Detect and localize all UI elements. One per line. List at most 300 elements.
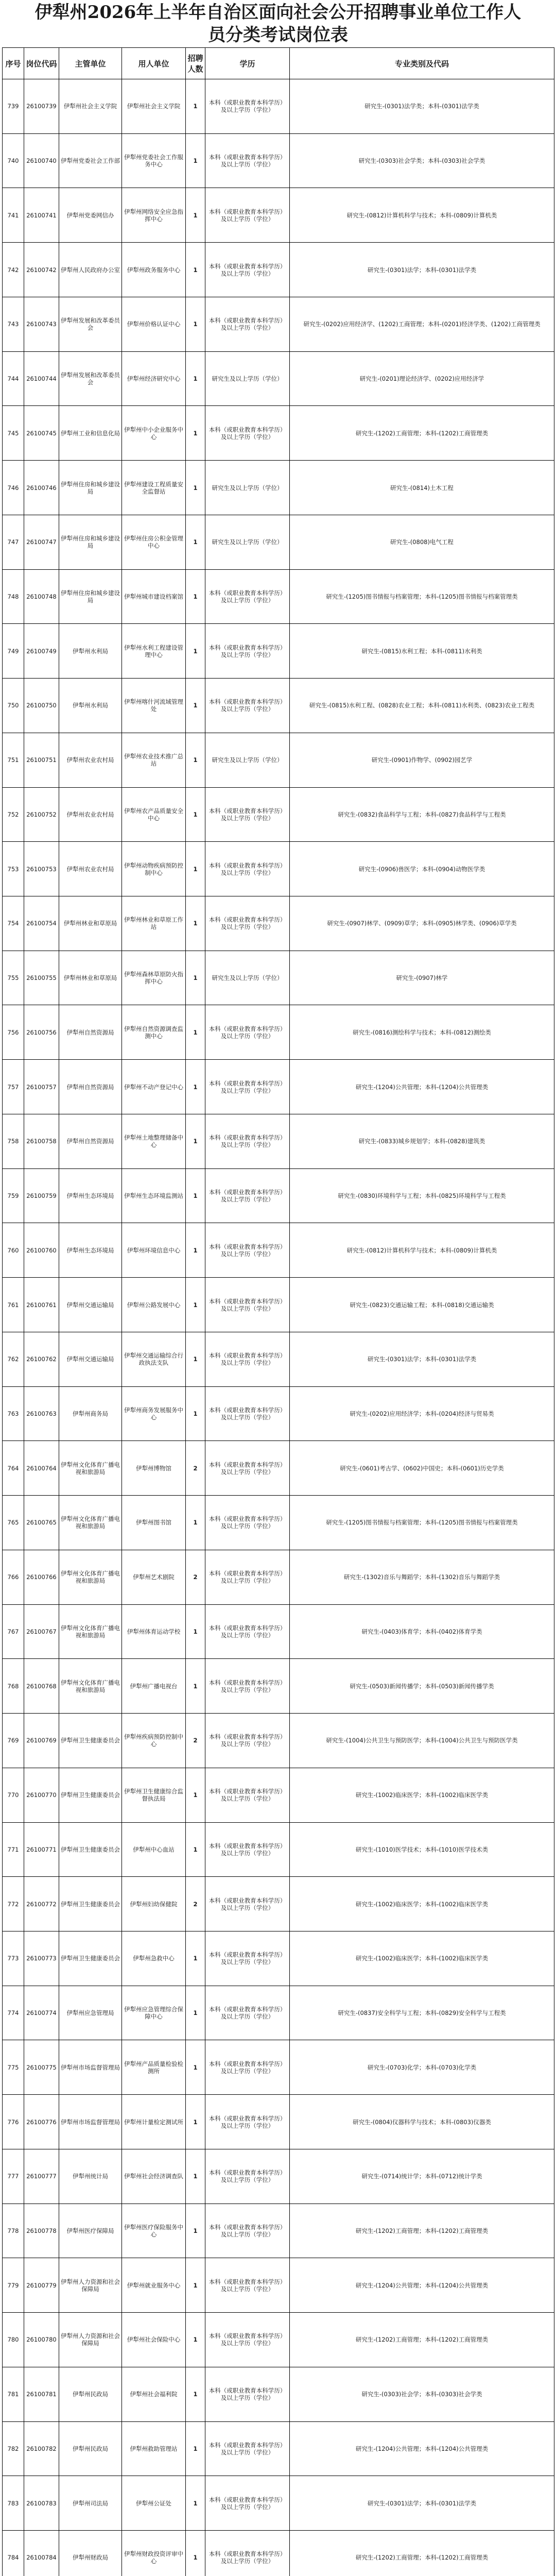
cell-unit: 伊犁州土地整理储备中心 [122, 1114, 186, 1168]
cell-no: 739 [3, 79, 24, 134]
cell-count: 1 [186, 1986, 205, 2040]
cell-code: 26100780 [24, 2313, 59, 2367]
table-row [3, 1496, 554, 1550]
table-row [3, 733, 554, 787]
cell-code: 26100751 [24, 733, 59, 787]
cell-dept: 伊犁州文化体育广播电视和旅游局 [59, 1550, 122, 1604]
cell-dept: 伊犁州商务局 [59, 1386, 122, 1441]
cell-edu: 本科（或职业教育本科学历）及以上学历（学位） [205, 1714, 290, 1768]
cell-count: 1 [186, 2421, 205, 2476]
table-row [3, 2149, 554, 2204]
cell-major: 研究生-(1002)临床医学；本科-(1002)临床医学类 [290, 1877, 554, 1931]
cell-count: 1 [186, 1114, 205, 1168]
cell-no: 753 [3, 842, 24, 896]
cell-unit: 伊犁州救助管理站 [122, 2421, 186, 2476]
cell-major: 研究生-(1010)医学技术；本科-(1010)医学技术类 [290, 1822, 554, 1877]
cell-count: 1 [186, 2040, 205, 2095]
cell-code: 26100762 [24, 1332, 59, 1386]
cell-major: 研究生-(0503)新闻传播学；本科-(0503)新闻传播学类 [290, 1659, 554, 1714]
cell-count: 1 [186, 1659, 205, 1714]
cell-major: 研究生-(1205)图书情报与档案管理；本科-(1205)图书情报与档案管理类 [290, 569, 554, 624]
cell-no: 773 [3, 1931, 24, 1986]
cell-edu: 本科（或职业教育本科学历）及以上学历（学位） [205, 1278, 290, 1332]
cell-unit: 伊犁州生态环境监测站 [122, 1168, 186, 1223]
cell-major: 研究生-(0303)社会学类；本科-(0303)社会学类 [290, 133, 554, 188]
cell-count: 1 [186, 2476, 205, 2531]
cell-count: 2 [186, 1441, 205, 1496]
cell-major: 研究生-(0901)作物学、(0902)园艺学 [290, 733, 554, 787]
cell-no: 778 [3, 2204, 24, 2258]
cell-unit: 伊犁州农产品质量安全中心 [122, 787, 186, 842]
col-header-unit: 用人单位 [122, 48, 186, 79]
cell-no: 776 [3, 2095, 24, 2149]
cell-code: 26100739 [24, 79, 59, 134]
cell-code: 26100765 [24, 1496, 59, 1550]
cell-no: 783 [3, 2476, 24, 2531]
cell-edu: 本科（或职业教育本科学历）及以上学历（学位） [205, 624, 290, 679]
cell-edu: 本科（或职业教育本科学历）及以上学历（学位） [205, 1114, 290, 1168]
cell-no: 780 [3, 2313, 24, 2367]
cell-unit: 伊犁州环境信息中心 [122, 1223, 186, 1278]
cell-major: 研究生-(1202)工商管理；本科-(1202)工商管理类 [290, 406, 554, 461]
cell-dept: 伊犁州卫生健康委员会 [59, 1931, 122, 1986]
cell-dept: 伊犁州民政局 [59, 2367, 122, 2421]
table-row [3, 1005, 554, 1060]
cell-no: 747 [3, 515, 24, 569]
cell-no: 763 [3, 1386, 24, 1441]
cell-major: 研究生-(1205)图书情报与档案管理；本科-(1205)图书情报与档案管理类 [290, 1496, 554, 1550]
cell-no: 758 [3, 1114, 24, 1168]
cell-no: 752 [3, 787, 24, 842]
cell-major: 研究生-(0906)兽医学；本科-(0904)动物医学类 [290, 842, 554, 896]
cell-unit: 伊犁州农业技术推广总站 [122, 733, 186, 787]
cell-dept: 伊犁州住房和城乡建设局 [59, 569, 122, 624]
cell-dept: 伊犁州水利局 [59, 679, 122, 733]
cell-dept: 伊犁州卫生健康委员会 [59, 1714, 122, 1768]
cell-code: 26100743 [24, 297, 59, 351]
table-row [3, 2531, 554, 2576]
col-header-dept: 主管单位 [59, 48, 122, 79]
cell-count: 1 [186, 2095, 205, 2149]
cell-unit: 伊犁州计量检定测试所 [122, 2095, 186, 2149]
cell-no: 782 [3, 2421, 24, 2476]
cell-code: 26100766 [24, 1550, 59, 1604]
cell-unit: 伊犁州公证处 [122, 2476, 186, 2531]
cell-no: 755 [3, 951, 24, 1005]
col-header-count: 招聘人数 [186, 48, 205, 79]
cell-count: 1 [186, 1332, 205, 1386]
cell-count: 1 [186, 2531, 205, 2576]
cell-no: 762 [3, 1332, 24, 1386]
cell-dept: 伊犁州应急管理局 [59, 1986, 122, 2040]
cell-unit: 伊犁州城市建设档案馆 [122, 569, 186, 624]
cell-code: 26100758 [24, 1114, 59, 1168]
table-row [3, 2476, 554, 2531]
cell-count: 1 [186, 1005, 205, 1060]
cell-unit: 伊犁州财政投资评审中心 [122, 2531, 186, 2576]
cell-dept: 伊犁州农业农村局 [59, 733, 122, 787]
cell-unit: 伊犁州公路发展中心 [122, 1278, 186, 1332]
table-row [3, 2258, 554, 2313]
cell-major: 研究生-(0815)水利工程、(0828)农业工程；本科-(0811)水利类、(0823)农业工程类 [290, 679, 554, 733]
cell-dept: 伊犁州市场监督管理局 [59, 2095, 122, 2149]
cell-dept: 伊犁州卫生健康委员会 [59, 1822, 122, 1877]
cell-count: 1 [186, 733, 205, 787]
cell-major: 研究生-(1302)音乐与舞蹈学；本科-(1302)音乐与舞蹈学类 [290, 1550, 554, 1604]
cell-dept: 伊犁州发展和改革委员会 [59, 351, 122, 406]
col-header-edu: 学历 [205, 48, 290, 79]
cell-edu: 研究生及以上学历（学位） [205, 461, 290, 515]
cell-dept: 伊犁州文化体育广播电视和旅游局 [59, 1441, 122, 1496]
cell-edu: 本科（或职业教育本科学历）及以上学历（学位） [205, 1223, 290, 1278]
cell-unit: 伊犁州社会经济调查队 [122, 2149, 186, 2204]
cell-code: 26100761 [24, 1278, 59, 1332]
table-row [3, 2421, 554, 2476]
cell-count: 1 [186, 1604, 205, 1659]
cell-edu: 本科（或职业教育本科学历）及以上学历（学位） [205, 1659, 290, 1714]
cell-dept: 伊犁州自然资源局 [59, 1114, 122, 1168]
cell-unit: 伊犁州价格认证中心 [122, 297, 186, 351]
cell-unit: 伊犁州喀什河流域管理处 [122, 679, 186, 733]
cell-no: 741 [3, 188, 24, 243]
cell-dept: 伊犁州文化体育广播电视和旅游局 [59, 1496, 122, 1550]
cell-edu: 本科（或职业教育本科学历）及以上学历（学位） [205, 1877, 290, 1931]
cell-unit: 伊犁州中小企业服务中心 [122, 406, 186, 461]
cell-major: 研究生-(0907)林学 [290, 951, 554, 1005]
cell-code: 26100752 [24, 787, 59, 842]
cell-count: 1 [186, 787, 205, 842]
cell-code: 26100770 [24, 1768, 59, 1822]
cell-dept: 伊犁州财政局 [59, 2531, 122, 2576]
table-row [3, 2313, 554, 2367]
cell-no: 770 [3, 1768, 24, 1822]
cell-edu: 本科（或职业教育本科学历）及以上学历（学位） [205, 2531, 290, 2576]
cell-edu: 本科（或职业教育本科学历）及以上学历（学位） [205, 2204, 290, 2258]
cell-count: 1 [186, 461, 205, 515]
table-row [3, 624, 554, 679]
cell-major: 研究生-(1202)工商管理；本科-(1202)工商管理类 [290, 2204, 554, 2258]
cell-edu: 本科（或职业教育本科学历）及以上学历（学位） [205, 297, 290, 351]
cell-code: 26100776 [24, 2095, 59, 2149]
cell-code: 26100750 [24, 679, 59, 733]
cell-edu: 本科（或职业教育本科学历）及以上学历（学位） [205, 79, 290, 134]
cell-unit: 伊犁州商务发展服务中心 [122, 1386, 186, 1441]
cell-major: 研究生-(1004)公共卫生与预防医学；本科-(1004)公共卫生与预防医学类 [290, 1714, 554, 1768]
cell-code: 26100784 [24, 2531, 59, 2576]
cell-count: 1 [186, 2313, 205, 2367]
cell-unit: 伊犁州建设工程质量安全监督站 [122, 461, 186, 515]
cell-edu: 本科（或职业教育本科学历）及以上学历（学位） [205, 1168, 290, 1223]
cell-no: 754 [3, 896, 24, 951]
cell-dept: 伊犁州党委网信办 [59, 188, 122, 243]
cell-unit: 伊犁州疾病预防控制中心 [122, 1714, 186, 1768]
cell-count: 1 [186, 1168, 205, 1223]
cell-code: 26100767 [24, 1604, 59, 1659]
table-row [3, 243, 554, 297]
cell-dept: 伊犁州卫生健康委员会 [59, 1877, 122, 1931]
cell-major: 研究生-(0601)考古学、(0602)中国史；本科-(0601)历史学类 [290, 1441, 554, 1496]
cell-edu: 本科（或职业教育本科学历）及以上学历（学位） [205, 1986, 290, 2040]
cell-edu: 本科（或职业教育本科学历）及以上学历（学位） [205, 569, 290, 624]
cell-unit: 伊犁州交通运输综合行政执法支队 [122, 1332, 186, 1386]
cell-dept: 伊犁州生态环境局 [59, 1223, 122, 1278]
cell-code: 26100781 [24, 2367, 59, 2421]
table-row [3, 1877, 554, 1931]
table-row [3, 461, 554, 515]
cell-count: 1 [186, 79, 205, 134]
cell-no: 744 [3, 351, 24, 406]
cell-major: 研究生-(0833)城乡规划学；本科-(0828)建筑类 [290, 1114, 554, 1168]
cell-count: 1 [186, 297, 205, 351]
table-row [3, 133, 554, 188]
cell-code: 26100747 [24, 515, 59, 569]
cell-dept: 伊犁州林业和草原局 [59, 951, 122, 1005]
cell-count: 1 [186, 842, 205, 896]
cell-dept: 伊犁州文化体育广播电视和旅游局 [59, 1659, 122, 1714]
cell-no: 743 [3, 297, 24, 351]
cell-major: 研究生-(1204)公共管理；本科-(1204)公共管理类 [290, 2258, 554, 2313]
cell-dept: 伊犁州林业和草原局 [59, 896, 122, 951]
cell-edu: 研究生及以上学历（学位） [205, 733, 290, 787]
table-header [3, 48, 554, 79]
table-row [3, 842, 554, 896]
cell-edu: 本科（或职业教育本科学历）及以上学历（学位） [205, 1060, 290, 1114]
table-row [3, 1223, 554, 1278]
cell-unit: 伊犁州林业和草原工作站 [122, 896, 186, 951]
cell-edu: 本科（或职业教育本科学历）及以上学历（学位） [205, 2258, 290, 2313]
cell-edu: 本科（或职业教育本科学历）及以上学历（学位） [205, 1386, 290, 1441]
cell-code: 26100741 [24, 188, 59, 243]
cell-edu: 本科（或职业教育本科学历）及以上学历（学位） [205, 2149, 290, 2204]
cell-edu: 本科（或职业教育本科学历）及以上学历（学位） [205, 243, 290, 297]
col-header-no: 序号 [3, 48, 24, 79]
cell-dept: 伊犁州社会主义学院 [59, 79, 122, 134]
cell-major: 研究生-(1204)公共管理；本科-(1204)公共管理类 [290, 2421, 554, 2476]
cell-count: 1 [186, 569, 205, 624]
table-row [3, 2204, 554, 2258]
cell-no: 771 [3, 1822, 24, 1877]
cell-no: 761 [3, 1278, 24, 1332]
cell-major: 研究生-(1202)工商管理；本科-(1202)工商管理类 [290, 2313, 554, 2367]
cell-edu: 本科（或职业教育本科学历）及以上学历（学位） [205, 1441, 290, 1496]
cell-unit: 伊犁州动物疾病预防控制中心 [122, 842, 186, 896]
cell-dept: 伊犁州文化体育广播电视和旅游局 [59, 1604, 122, 1659]
cell-major: 研究生-(0202)应用经济学、(1202)工商管理；本科-(0201)经济学类、(1202)工商管理类 [290, 297, 554, 351]
cell-major: 研究生-(0907)林学、(0909)草学；本科-(0905)林学类、(0906)草学类 [290, 896, 554, 951]
cell-unit: 伊犁州住房公积金管理中心 [122, 515, 186, 569]
table-row [3, 1604, 554, 1659]
cell-major: 研究生-(0823)交通运输工程；本科-(0818)交通运输类 [290, 1278, 554, 1332]
cell-count: 1 [186, 351, 205, 406]
table-row [3, 951, 554, 1005]
table-row [3, 1332, 554, 1386]
cell-code: 26100746 [24, 461, 59, 515]
table-row [3, 297, 554, 351]
cell-no: 779 [3, 2258, 24, 2313]
cell-no: 768 [3, 1659, 24, 1714]
cell-dept: 伊犁州人力资源和社会保障局 [59, 2258, 122, 2313]
cell-major: 研究生-(0301)法学；本科-(0301)法学类 [290, 1332, 554, 1386]
cell-edu: 本科（或职业教育本科学历）及以上学历（学位） [205, 1496, 290, 1550]
cell-no: 774 [3, 1986, 24, 2040]
cell-code: 26100756 [24, 1005, 59, 1060]
table-row [3, 1768, 554, 1822]
table-row [3, 1386, 554, 1441]
cell-edu: 本科（或职业教育本科学历）及以上学历（学位） [205, 1005, 290, 1060]
cell-count: 1 [186, 1060, 205, 1114]
cell-count: 1 [186, 1496, 205, 1550]
cell-no: 766 [3, 1550, 24, 1604]
cell-no: 748 [3, 569, 24, 624]
cell-unit: 伊犁州妇幼保健院 [122, 1877, 186, 1931]
cell-dept: 伊犁州住房和城乡建设局 [59, 515, 122, 569]
cell-unit: 伊犁州社会主义学院 [122, 79, 186, 134]
cell-code: 26100759 [24, 1168, 59, 1223]
cell-no: 764 [3, 1441, 24, 1496]
table-row [3, 1659, 554, 1714]
cell-code: 26100768 [24, 1659, 59, 1714]
cell-dept: 伊犁州农业农村局 [59, 842, 122, 896]
cell-count: 1 [186, 951, 205, 1005]
cell-major: 研究生-(0830)环境科学与工程；本科-(0825)环境科学与工程类 [290, 1168, 554, 1223]
cell-edu: 本科（或职业教育本科学历）及以上学历（学位） [205, 787, 290, 842]
cell-edu: 研究生及以上学历（学位） [205, 515, 290, 569]
cell-dept: 伊犁州交通运输局 [59, 1332, 122, 1386]
cell-unit: 伊犁州医疗保险服务中心 [122, 2204, 186, 2258]
document-title: 伊犁州2026年上半年自治区面向社会公开招聘事业单位工作人员分类考试岗位表 [34, 2, 522, 45]
cell-edu: 本科（或职业教育本科学历）及以上学历（学位） [205, 2095, 290, 2149]
cell-count: 2 [186, 1877, 205, 1931]
cell-major: 研究生-(0303)社会学；本科-(0303)社会学类 [290, 2367, 554, 2421]
cell-code: 26100744 [24, 351, 59, 406]
cell-edu: 本科（或职业教育本科学历）及以上学历（学位） [205, 406, 290, 461]
cell-no: 759 [3, 1168, 24, 1223]
cell-no: 775 [3, 2040, 24, 2095]
table-row [3, 1278, 554, 1332]
cell-major: 研究生-(0808)电气工程 [290, 515, 554, 569]
cell-count: 2 [186, 1714, 205, 1768]
cell-code: 26100748 [24, 569, 59, 624]
cell-count: 1 [186, 2204, 205, 2258]
table-row [3, 1986, 554, 2040]
cell-dept: 伊犁州人民政府办公室 [59, 243, 122, 297]
cell-edu: 本科（或职业教育本科学历）及以上学历（学位） [205, 1604, 290, 1659]
cell-unit: 伊犁州政务服务中心 [122, 243, 186, 297]
cell-no: 751 [3, 733, 24, 787]
cell-edu: 本科（或职业教育本科学历）及以上学历（学位） [205, 1931, 290, 1986]
cell-major: 研究生-(0804)仪器科学与技术；本科-(0803)仪器类 [290, 2095, 554, 2149]
cell-edu: 研究生及以上学历（学位） [205, 951, 290, 1005]
cell-unit: 伊犁州网络安全应急指挥中心 [122, 188, 186, 243]
cell-code: 26100773 [24, 1931, 59, 1986]
table-row [3, 1168, 554, 1223]
cell-dept: 伊犁州住房和城乡建设局 [59, 461, 122, 515]
cell-unit: 伊犁州卫生健康综合监督执法局 [122, 1768, 186, 1822]
cell-unit: 伊犁州党委社会工作服务中心 [122, 133, 186, 188]
cell-edu: 本科（或职业教育本科学历）及以上学历（学位） [205, 188, 290, 243]
cell-edu: 研究生及以上学历（学位） [205, 351, 290, 406]
table-row [3, 1822, 554, 1877]
table-row [3, 2367, 554, 2421]
header-row [3, 48, 554, 79]
cell-no: 760 [3, 1223, 24, 1278]
cell-count: 1 [186, 2367, 205, 2421]
cell-dept: 伊犁州统计局 [59, 2149, 122, 2204]
job-position-table [2, 47, 554, 2576]
cell-major: 研究生-(1002)临床医学；本科-(1002)临床医学类 [290, 1931, 554, 1986]
cell-code: 26100764 [24, 1441, 59, 1496]
cell-dept: 伊犁州交通运输局 [59, 1278, 122, 1332]
cell-major: 研究生-(0816)测绘科学与技术；本科-(0812)测绘类 [290, 1005, 554, 1060]
cell-edu: 本科（或职业教育本科学历）及以上学历（学位） [205, 679, 290, 733]
table-row [3, 1714, 554, 1768]
cell-edu: 本科（或职业教育本科学历）及以上学历（学位） [205, 1822, 290, 1877]
cell-unit: 伊犁州应急管理综合保障中心 [122, 1986, 186, 2040]
table-row [3, 1114, 554, 1168]
cell-no: 769 [3, 1714, 24, 1768]
cell-unit: 伊犁州体育运动学校 [122, 1604, 186, 1659]
cell-unit: 伊犁州森林草原防火指挥中心 [122, 951, 186, 1005]
cell-code: 26100779 [24, 2258, 59, 2313]
cell-unit: 伊犁州水利工程建设管理中心 [122, 624, 186, 679]
cell-major: 研究生-(1002)临床医学；本科-(1002)临床医学类 [290, 1768, 554, 1822]
cell-dept: 伊犁州卫生健康委员会 [59, 1768, 122, 1822]
cell-unit: 伊犁州不动产登记中心 [122, 1060, 186, 1114]
cell-count: 1 [186, 133, 205, 188]
cell-edu: 本科（或职业教育本科学历）及以上学历（学位） [205, 842, 290, 896]
cell-unit: 伊犁州产品质量检验检测所 [122, 2040, 186, 2095]
cell-count: 2 [186, 1550, 205, 1604]
table-row [3, 2040, 554, 2095]
cell-no: 777 [3, 2149, 24, 2204]
cell-major: 研究生-(0202)应用经济学；本科-(0204)经济与贸易类 [290, 1386, 554, 1441]
cell-unit: 伊犁州自然资源调查监测中心 [122, 1005, 186, 1060]
cell-dept: 伊犁州水利局 [59, 624, 122, 679]
cell-dept: 伊犁州人力资源和社会保障局 [59, 2313, 122, 2367]
cell-dept: 伊犁州市场监督管理局 [59, 2040, 122, 2095]
cell-major: 研究生-(0812)计算机科学与技术；本科-(0809)计算机类 [290, 188, 554, 243]
cell-code: 26100778 [24, 2204, 59, 2258]
cell-count: 1 [186, 1768, 205, 1822]
table-row [3, 79, 554, 134]
cell-code: 26100742 [24, 243, 59, 297]
table-row [3, 2095, 554, 2149]
cell-code: 26100771 [24, 1822, 59, 1877]
col-header-major: 专业类别及代码 [290, 48, 554, 79]
cell-major: 研究生-(0814)土木工程 [290, 461, 554, 515]
cell-edu: 本科（或职业教育本科学历）及以上学历（学位） [205, 2040, 290, 2095]
table-row [3, 351, 554, 406]
cell-count: 1 [186, 1386, 205, 1441]
cell-dept: 伊犁州自然资源局 [59, 1005, 122, 1060]
cell-count: 1 [186, 406, 205, 461]
cell-unit: 伊犁州图书馆 [122, 1496, 186, 1550]
cell-unit: 伊犁州社会保险中心 [122, 2313, 186, 2367]
cell-count: 1 [186, 624, 205, 679]
cell-dept: 伊犁州生态环境局 [59, 1168, 122, 1223]
cell-no: 756 [3, 1005, 24, 1060]
table-row [3, 569, 554, 624]
cell-no: 740 [3, 133, 24, 188]
cell-major: 研究生-(1204)公共管理；本科-(1204)公共管理类 [290, 1060, 554, 1114]
cell-no: 746 [3, 461, 24, 515]
cell-code: 26100775 [24, 2040, 59, 2095]
cell-code: 26100753 [24, 842, 59, 896]
cell-no: 742 [3, 243, 24, 297]
cell-major: 研究生-(0812)计算机科学与技术；本科-(0809)计算机类 [290, 1223, 554, 1278]
table-row [3, 1441, 554, 1496]
cell-code: 26100757 [24, 1060, 59, 1114]
